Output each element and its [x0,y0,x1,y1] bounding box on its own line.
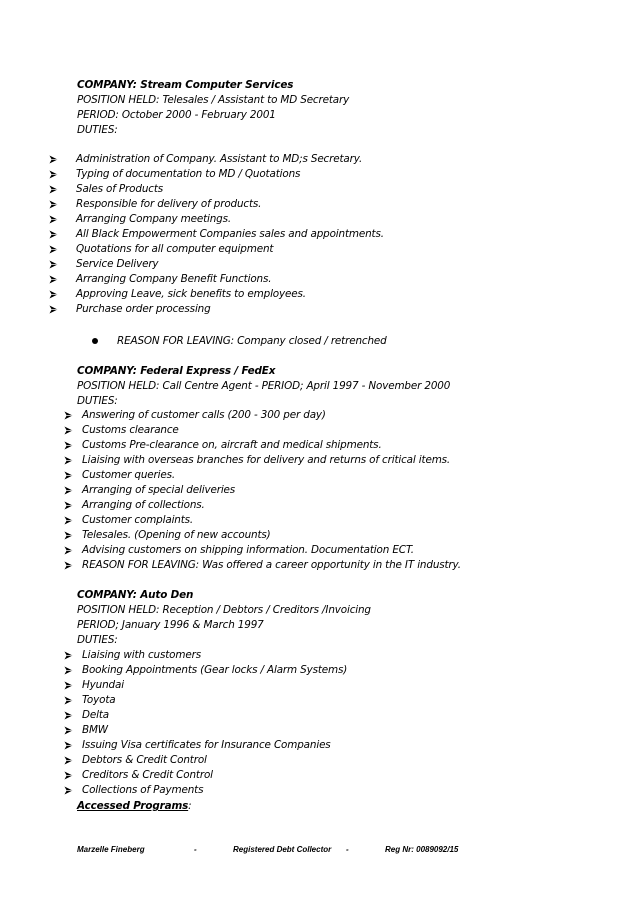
list-item-text: Administration of Company. Assistant to MD;s Secretary. [76,153,363,165]
page-footer [0,845,638,857]
duties-list-fedex [64,408,624,573]
footer-separator: - [194,845,197,854]
position-held: POSITION HELD: Call Centre Agent - PERIOD; April 1997 - November 2000 [77,380,451,392]
list-item [49,302,609,317]
list-item-text: All Black Empowerment Companies sales and appointments. [76,228,384,240]
list-item-text: Toyota [82,694,116,706]
accessed-programs-colon: : [188,800,192,812]
accessed-programs-heading [77,799,192,814]
arrowhead-bullet-icon [64,786,73,795]
list-item [64,693,624,708]
arrowhead-bullet-icon [64,696,73,705]
list-item-text: Arranging of special deliveries [82,484,236,496]
arrowhead-bullet-icon [64,681,73,690]
list-item [49,212,609,227]
list-item [64,768,624,783]
arrowhead-bullet-icon [64,651,73,660]
section-stream-header [77,78,349,138]
footer-role: Registered Debt Collector [233,845,332,854]
list-item [64,543,624,558]
list-item [64,528,624,543]
footer-separator: - [346,845,349,854]
section-fedex-header [77,364,450,409]
list-item-text: Responsible for delivery of products. [76,198,262,210]
list-item [49,227,609,242]
duties-label: DUTIES: [77,395,118,407]
list-item-text: REASON FOR LEAVING: Was offered a career opportunity in the IT industry. [82,559,461,571]
list-item-text: Arranging Company Benefit Functions. [76,273,272,285]
list-item-text: Debtors & Credit Control [82,754,207,766]
list-item-text: Typing of documentation to MD / Quotations [76,168,301,180]
section-autoden-header [77,588,371,648]
list-item [64,753,624,768]
arrowhead-bullet-icon [49,245,58,254]
list-item-text: Answering of customer calls (200 - 300 per day) [82,409,326,421]
list-item-text: Sales of Products [76,183,164,195]
list-item-text: Customer queries. [82,469,176,481]
arrowhead-bullet-icon [64,771,73,780]
arrowhead-bullet-icon [49,185,58,194]
position-held: POSITION HELD: Reception / Debtors / Creditors /Invoicing [77,604,371,616]
list-item-text: Issuing Visa certificates for Insurance Companies [82,739,331,751]
arrowhead-bullet-icon [64,561,73,570]
company-title: COMPANY: Stream Computer Services [77,79,294,91]
arrowhead-bullet-icon [64,546,73,555]
duties-list-stream [49,152,609,317]
list-item [64,408,624,423]
list-item [49,272,609,287]
list-item [49,167,609,182]
arrowhead-bullet-icon [64,456,73,465]
arrowhead-bullet-icon [64,516,73,525]
list-item [64,663,624,678]
arrowhead-bullet-icon [49,260,58,269]
arrowhead-bullet-icon [64,471,73,480]
arrowhead-bullet-icon [49,275,58,284]
footer-name: Marzelle Fineberg [77,845,145,854]
list-item [64,558,624,573]
list-item [64,423,624,438]
list-item-text: Creditors & Credit Control [82,769,213,781]
arrowhead-bullet-icon [64,666,73,675]
list-item [64,738,624,753]
footer-reg-number: Reg Nr: 0089092/15 [385,845,459,854]
arrowhead-bullet-icon [64,441,73,450]
arrowhead-bullet-icon [64,486,73,495]
arrowhead-bullet-icon [64,426,73,435]
duties-label: DUTIES: [77,634,118,646]
position-held: POSITION HELD: Telesales / Assistant to MD Secretary [77,94,350,106]
list-item [49,182,609,197]
list-item [64,783,624,798]
arrowhead-bullet-icon [49,170,58,179]
arrowhead-bullet-icon [64,531,73,540]
arrowhead-bullet-icon [49,290,58,299]
arrowhead-bullet-icon [49,155,58,164]
list-item [64,723,624,738]
list-item-text: Service Delivery [76,258,159,270]
list-item-text: Purchase order processing [76,303,211,315]
list-item [64,453,624,468]
list-item-text: Liaising with overseas branches for delivery and returns of critical items. [82,454,451,466]
list-item [64,483,624,498]
list-item-text: Customs clearance [82,424,179,436]
list-item-text: Collections of Payments [82,784,204,796]
list-item [64,678,624,693]
list-item-text: Customs Pre-clearance on, aircraft and medical shipments. [82,439,382,451]
list-item [49,152,609,167]
list-item-text: Advising customers on shipping information. Documentation ECT. [82,544,414,556]
list-item [64,498,624,513]
company-title: COMPANY: Auto Den [77,589,194,601]
list-item-text: Telesales. (Opening of new accounts) [82,529,271,541]
list-item-text: Hyundai [82,679,124,691]
arrowhead-bullet-icon [64,741,73,750]
arrowhead-bullet-icon [49,215,58,224]
company-title: COMPANY: Federal Express / FedEx [77,365,276,377]
list-item-text: Booking Appointments (Gear locks / Alarm Systems) [82,664,348,676]
arrowhead-bullet-icon [49,200,58,209]
arrowhead-bullet-icon [64,501,73,510]
arrowhead-bullet-icon [49,230,58,239]
list-item [49,197,609,212]
reason-text: REASON FOR LEAVING: Company closed / retrenched [117,335,387,347]
list-item [64,708,624,723]
list-item [49,242,609,257]
list-item-text: Approving Leave, sick benefits to employees. [76,288,306,300]
list-item-text: BMW [82,724,108,736]
arrowhead-bullet-icon [64,411,73,420]
arrowhead-bullet-icon [49,305,58,314]
duties-list-autoden [64,648,624,798]
list-item-text: Quotations for all computer equipment [76,243,274,255]
list-item [64,468,624,483]
arrowhead-bullet-icon [64,756,73,765]
list-item-text: Liaising with customers [82,649,201,661]
duties-label: DUTIES: [77,124,118,136]
list-item [64,513,624,528]
accessed-programs-label: Accessed Programs [77,800,189,812]
list-item [64,648,624,663]
list-item-text: Arranging Company meetings. [76,213,232,225]
list-item-text: Arranging of collections. [82,499,205,511]
arrowhead-bullet-icon [64,711,73,720]
bullet-dot-icon [92,338,98,344]
list-item [64,438,624,453]
list-item [49,287,609,302]
list-item-text: Delta [82,709,109,721]
period: PERIOD: October 2000 - February 2001 [77,109,276,121]
list-item-text: Customer complaints. [82,514,194,526]
list-item [49,257,609,272]
arrowhead-bullet-icon [64,726,73,735]
period: PERIOD; January 1996 & March 1997 [77,619,264,631]
